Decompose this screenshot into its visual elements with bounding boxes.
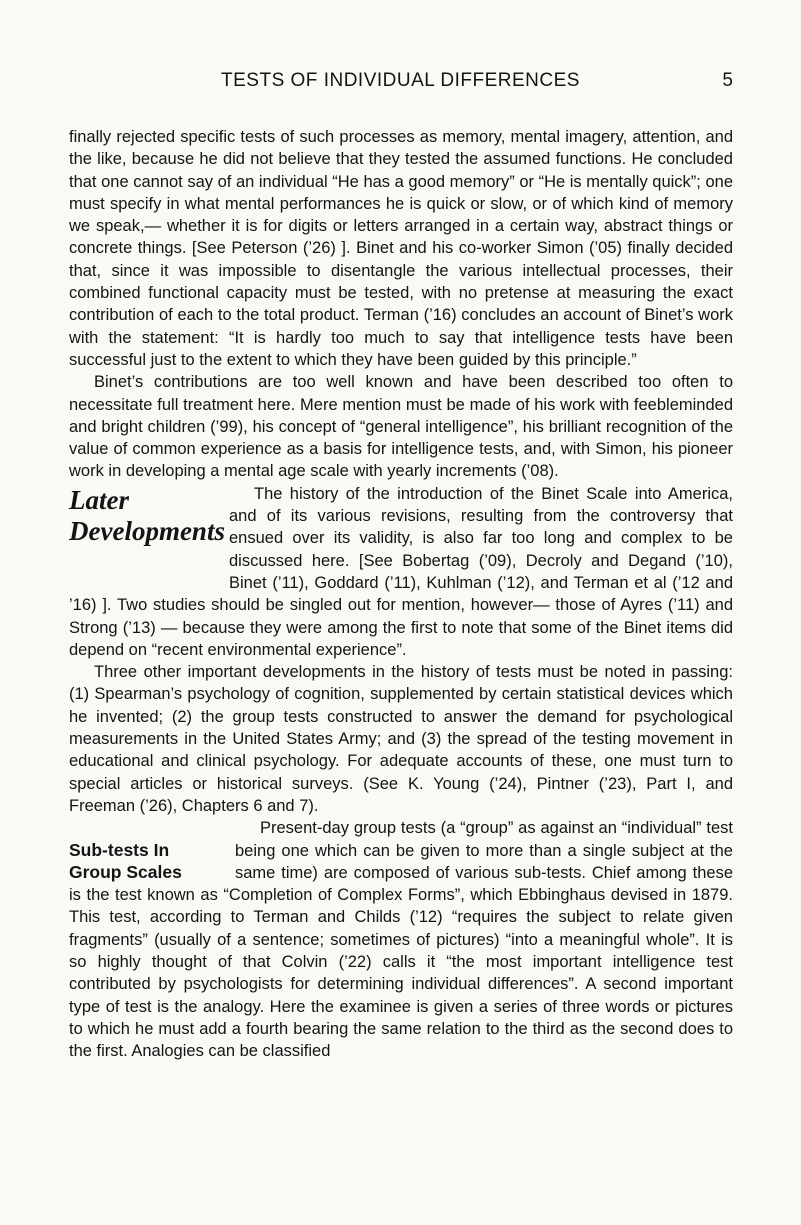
side-heading-subtests: Sub-tests In Group Scales	[69, 840, 182, 883]
paragraph-with-side-heading	[69, 817, 733, 1062]
paragraph: Three other important developments in the history of tests must be noted in passing: (1) Spearman’s psychology of cognition, supplemented by certain statistical devices which he invented; (2) the group tests constructed to answer the demand for psychological measurements in the United States Army; and (3) the spread of the testing movement in educational and clinical psychology. For adequate accounts of these, one must turn to special articles or historical surveys. (See K. Young (’24), Pintner (’23), Part I, and Freeman (’26), Chapters 6 and 7).	[69, 663, 733, 815]
paragraph: Binet’s contributions are too well known and have been described too often to necessitate full treatment here. Mere mention must be made of his work with feebleminded and bright children (’99), his concept of “general intelligence”, his brilliant recognition of the value of common experience as a basis for intelligence tests, and, with Simon, his pioneer work in developing a mental age scale with yearly increments (’08).	[69, 373, 733, 481]
paragraph-text: Present-day group tests (a “group” as against an “individual” test being one which can be given to more than a single subject at the same time) are composed of various sub-tests. Chief among these is the test known as “Completion of Complex Forms”, which Ebbinghaus devised in 1879. This test, according to Terman and Childs (’12) “requires the subject to relate given fragments” (usually of a sentence; sometimes of pictures) “into a meaningful whole”. It is so highly thought of that Colvin (’22) calls it “the most important intelligence test contributed by psychologists for determining individual differences”. A second important type of test is the analogy. Here the examinee is given a series of three words or pictures to which he must add a fourth bearing the same relation to the third as the second does to the first. Analogies can be classified	[69, 819, 733, 1061]
page-number: 5	[722, 70, 733, 91]
paragraph: finally rejected specific tests of such processes as memory, mental imagery, attention, and the like, because he did not believe that they tested the assumed functions. He concluded that one cannot say of an individual “He has a good memory” or “He is mentally quick”; one must specify in what mental performances he is quick or slow, or of which kind of memory we speak,— whether it is for digits or letters arranged in a certain way, abstract things or concrete things. [See Peterson (’26) ]. Binet and his co-worker Simon (’05) finally decided that, since it was impossible to disentangle the various intellectual processes, their combined functional capacity must be tested, with no pretense at measuring the exact contribution of each to the total product. Terman (’16) concludes an account of Binet’s work with the statement: “It is hardly too much to say that intelligence tests have been successful just to the extent to which they have been guided by this principle.”	[69, 128, 734, 369]
running-title: TESTS OF INDIVIDUAL DIFFERENCES	[221, 70, 580, 91]
side-heading-later-developments: Later Developments	[69, 484, 225, 546]
paragraph-text: The history of the introduction of the Binet Scale into America, and of its various revisions, resulting from the controversy that ensued over its validity, is also far too long and complex to be discussed here. [See Bobertag (’09), Decroly and Degand (’10), Binet (’11), Goddard (’11), Kuhlman (’12), and Terman et al (’12 and ’16) ]. Two studies should be singled out for mention, however— those of Ayres (’11) and Strong (’13) — because they were among the first to note that some of the Binet items did depend on “recent environmental experience”.	[69, 484, 733, 659]
body-text	[69, 126, 733, 1062]
paragraph-with-side-heading	[69, 483, 733, 661]
